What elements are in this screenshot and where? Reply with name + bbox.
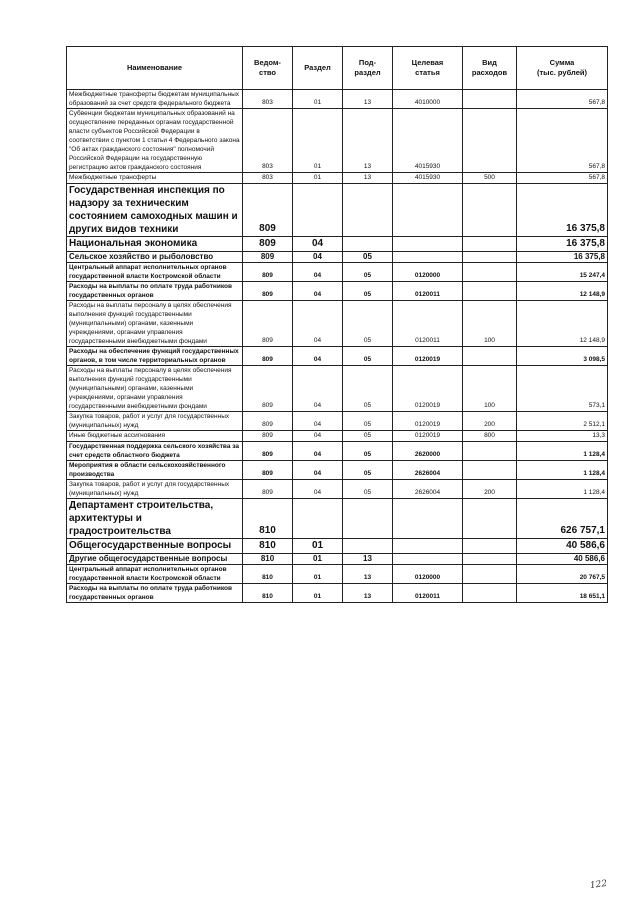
row-razdel: 04 bbox=[293, 347, 343, 366]
row-vedomstvo: 809 bbox=[243, 480, 293, 499]
row-summa: 573,1 bbox=[517, 366, 608, 412]
table-row bbox=[67, 442, 608, 461]
row-vid-rashodov: 200 bbox=[463, 480, 517, 499]
row-razdel: 01 bbox=[293, 539, 343, 554]
row-celevaya-statya: 0120019 bbox=[393, 431, 463, 442]
row-vid-rashodov bbox=[463, 461, 517, 480]
row-celevaya-statya: 4015930 bbox=[393, 109, 463, 173]
table-row bbox=[67, 366, 608, 412]
row-name: Субвенции бюджетам муниципальных образований на осуществление переданных органам государственной власти субъектов Российской Федерации в соответствии с пунктом 1 статьи 4 Федерального закона "Об актах гражданского состояния" полномочий Российской Федерации на государственную регистрацию актов гражданского состояния bbox=[67, 109, 243, 173]
row-name: Межбюджетные трансферты bbox=[67, 173, 243, 184]
row-razdel: 01 bbox=[293, 173, 343, 184]
row-razdel: 04 bbox=[293, 301, 343, 347]
col-header-vid-rashodov: Вид расходов bbox=[463, 47, 517, 90]
row-celevaya-statya: 0120011 bbox=[393, 584, 463, 603]
row-vedomstvo: 809 bbox=[243, 237, 293, 252]
table-row bbox=[67, 480, 608, 499]
row-name: Расходы на обеспечение функций государственных органов, в том числе территориальных органов bbox=[67, 347, 243, 366]
row-name: Расходы на выплаты по оплате труда работников государственных органов bbox=[67, 282, 243, 301]
table-row bbox=[67, 539, 608, 554]
row-summa: 20 767,5 bbox=[517, 565, 608, 584]
row-podrazdel bbox=[343, 237, 393, 252]
row-vedomstvo: 809 bbox=[243, 282, 293, 301]
col-header-vedomstvo: Ведом- ство bbox=[243, 47, 293, 90]
table-header-row bbox=[67, 47, 608, 90]
row-celevaya-statya bbox=[393, 252, 463, 263]
row-vedomstvo: 803 bbox=[243, 173, 293, 184]
table-row bbox=[67, 237, 608, 252]
row-vid-rashodov: 100 bbox=[463, 366, 517, 412]
row-razdel: 01 bbox=[293, 565, 343, 584]
row-summa: 12 148,9 bbox=[517, 301, 608, 347]
row-summa: 1 128,4 bbox=[517, 461, 608, 480]
row-razdel: 04 bbox=[293, 263, 343, 282]
row-name: Центральный аппарат исполнительных органов государственной власти Костромской области bbox=[67, 263, 243, 282]
row-summa: 16 375,8 bbox=[517, 184, 608, 237]
row-celevaya-statya: 0120000 bbox=[393, 263, 463, 282]
row-vedomstvo: 810 bbox=[243, 554, 293, 565]
row-name: Сельское хозяйство и рыболовство bbox=[67, 252, 243, 263]
row-razdel: 04 bbox=[293, 461, 343, 480]
row-razdel bbox=[293, 499, 343, 539]
row-vid-rashodov: 800 bbox=[463, 431, 517, 442]
row-name: Национальная экономика bbox=[67, 237, 243, 252]
row-vedomstvo: 809 bbox=[243, 431, 293, 442]
row-vid-rashodov bbox=[463, 252, 517, 263]
table-row bbox=[67, 461, 608, 480]
row-celevaya-statya: 4015930 bbox=[393, 173, 463, 184]
row-razdel: 01 bbox=[293, 584, 343, 603]
row-name: Межбюджетные трансферты бюджетам муниципальных образований за счет средств федерального бюджета bbox=[67, 90, 243, 109]
row-summa: 16 375,8 bbox=[517, 252, 608, 263]
table-row bbox=[67, 263, 608, 282]
row-name: Центральный аппарат исполнительных органов государственной власти Костромской области bbox=[67, 565, 243, 584]
row-name: Общегосударственные вопросы bbox=[67, 539, 243, 554]
row-summa: 12 148,9 bbox=[517, 282, 608, 301]
row-podrazdel: 05 bbox=[343, 442, 393, 461]
row-podrazdel: 05 bbox=[343, 412, 393, 431]
row-vid-rashodov bbox=[463, 90, 517, 109]
row-podrazdel bbox=[343, 539, 393, 554]
row-vedomstvo: 810 bbox=[243, 539, 293, 554]
row-podrazdel: 13 bbox=[343, 554, 393, 565]
row-razdel: 04 bbox=[293, 366, 343, 412]
row-name: Иные бюджетные ассигнования bbox=[67, 431, 243, 442]
col-header-celevaya-statya: Целевая статья bbox=[393, 47, 463, 90]
row-vedomstvo: 803 bbox=[243, 90, 293, 109]
row-vid-rashodov bbox=[463, 499, 517, 539]
table-row bbox=[67, 109, 608, 173]
row-celevaya-statya bbox=[393, 539, 463, 554]
row-name: Мероприятия в области сельскохозяйственного производства bbox=[67, 461, 243, 480]
row-name: Расходы на выплаты по оплате труда работников государственных органов bbox=[67, 584, 243, 603]
row-podrazdel: 05 bbox=[343, 252, 393, 263]
row-celevaya-statya: 4010000 bbox=[393, 90, 463, 109]
row-vid-rashodov bbox=[463, 282, 517, 301]
row-vedomstvo: 810 bbox=[243, 565, 293, 584]
table-row bbox=[67, 565, 608, 584]
row-celevaya-statya: 0120000 bbox=[393, 565, 463, 584]
row-podrazdel: 13 bbox=[343, 90, 393, 109]
row-vedomstvo: 803 bbox=[243, 109, 293, 173]
row-celevaya-statya bbox=[393, 184, 463, 237]
table-row bbox=[67, 301, 608, 347]
row-vedomstvo: 809 bbox=[243, 366, 293, 412]
row-podrazdel: 05 bbox=[343, 347, 393, 366]
row-razdel: 01 bbox=[293, 109, 343, 173]
row-podrazdel bbox=[343, 184, 393, 237]
row-vid-rashodov bbox=[463, 565, 517, 584]
col-header-razdel: Раздел bbox=[293, 47, 343, 90]
row-vid-rashodov: 500 bbox=[463, 173, 517, 184]
row-name: Другие общегосударственные вопросы bbox=[67, 554, 243, 565]
row-podrazdel: 05 bbox=[343, 301, 393, 347]
row-razdel: 04 bbox=[293, 412, 343, 431]
row-vedomstvo: 809 bbox=[243, 461, 293, 480]
table-row bbox=[67, 499, 608, 539]
row-celevaya-statya bbox=[393, 237, 463, 252]
row-razdel: 04 bbox=[293, 480, 343, 499]
row-name: Государственная поддержка сельского хозяйства за счет средств областного бюджета bbox=[67, 442, 243, 461]
row-celevaya-statya: 2626004 bbox=[393, 480, 463, 499]
row-summa: 1 128,4 bbox=[517, 480, 608, 499]
row-celevaya-statya: 0120011 bbox=[393, 282, 463, 301]
row-podrazdel: 13 bbox=[343, 584, 393, 603]
row-summa: 13,3 bbox=[517, 431, 608, 442]
row-summa: 567,8 bbox=[517, 109, 608, 173]
table-row bbox=[67, 90, 608, 109]
row-podrazdel bbox=[343, 499, 393, 539]
row-podrazdel: 13 bbox=[343, 109, 393, 173]
row-vid-rashodov bbox=[463, 539, 517, 554]
row-podrazdel: 13 bbox=[343, 173, 393, 184]
budget-table-sheet bbox=[66, 46, 607, 603]
row-podrazdel: 05 bbox=[343, 480, 393, 499]
row-vid-rashodov bbox=[463, 442, 517, 461]
col-header-summa: Сумма (тыс. рублей) bbox=[517, 47, 608, 90]
row-celevaya-statya bbox=[393, 554, 463, 565]
row-summa: 567,8 bbox=[517, 173, 608, 184]
row-name: Департамент строительства, архитектуры и градостроительства bbox=[67, 499, 243, 539]
row-vedomstvo: 809 bbox=[243, 412, 293, 431]
row-celevaya-statya bbox=[393, 499, 463, 539]
row-podrazdel: 05 bbox=[343, 263, 393, 282]
row-vid-rashodov bbox=[463, 109, 517, 173]
row-razdel: 01 bbox=[293, 90, 343, 109]
row-vedomstvo: 809 bbox=[243, 252, 293, 263]
row-podrazdel: 05 bbox=[343, 282, 393, 301]
table-row bbox=[67, 431, 608, 442]
row-vid-rashodov: 200 bbox=[463, 412, 517, 431]
table-row bbox=[67, 554, 608, 565]
row-vedomstvo: 809 bbox=[243, 263, 293, 282]
row-summa: 3 098,5 bbox=[517, 347, 608, 366]
row-summa: 16 375,8 bbox=[517, 237, 608, 252]
row-vid-rashodov bbox=[463, 554, 517, 565]
row-summa: 40 586,6 bbox=[517, 554, 608, 565]
col-header-name: Наименование bbox=[67, 47, 243, 90]
row-vedomstvo: 809 bbox=[243, 442, 293, 461]
row-razdel: 04 bbox=[293, 442, 343, 461]
row-name: Расходы на выплаты персоналу в целях обеспечения выполнения функций государственными (муниципальными) органами, казенными учреждениями, органами управления государственными внебюджетными фондами bbox=[67, 301, 243, 347]
row-vid-rashodov bbox=[463, 184, 517, 237]
row-vedomstvo: 809 bbox=[243, 347, 293, 366]
row-celevaya-statya: 0120019 bbox=[393, 366, 463, 412]
row-summa: 15 247,4 bbox=[517, 263, 608, 282]
row-vedomstvo: 809 bbox=[243, 184, 293, 237]
row-celevaya-statya: 2626004 bbox=[393, 461, 463, 480]
row-podrazdel: 05 bbox=[343, 461, 393, 480]
row-name: Закупка товаров, работ и услуг для государственных (муниципальных) нужд bbox=[67, 480, 243, 499]
row-name: Государственная инспекция по надзору за техническим состоянием самоходных машин и других видов техники bbox=[67, 184, 243, 237]
row-razdel: 01 bbox=[293, 554, 343, 565]
row-vedomstvo: 809 bbox=[243, 301, 293, 347]
row-podrazdel: 05 bbox=[343, 366, 393, 412]
row-celevaya-statya: 0120019 bbox=[393, 412, 463, 431]
row-podrazdel: 05 bbox=[343, 431, 393, 442]
row-vid-rashodov: 100 bbox=[463, 301, 517, 347]
table-row bbox=[67, 282, 608, 301]
row-summa: 626 757,1 bbox=[517, 499, 608, 539]
row-summa: 40 586,6 bbox=[517, 539, 608, 554]
row-celevaya-statya: 0120011 bbox=[393, 301, 463, 347]
page-number-mark: 122 bbox=[589, 878, 608, 892]
row-vedomstvo: 810 bbox=[243, 499, 293, 539]
row-podrazdel: 13 bbox=[343, 565, 393, 584]
row-vid-rashodov bbox=[463, 237, 517, 252]
row-summa: 567,8 bbox=[517, 90, 608, 109]
row-celevaya-statya: 0120019 bbox=[393, 347, 463, 366]
table-row bbox=[67, 412, 608, 431]
row-summa: 18 651,1 bbox=[517, 584, 608, 603]
row-razdel: 04 bbox=[293, 282, 343, 301]
row-razdel: 04 bbox=[293, 252, 343, 263]
row-name: Расходы на выплаты персоналу в целях обеспечения выполнения функций государственными (муниципальными) органами, казенными учреждениями, органами управления государственными внебюджетными фондами bbox=[67, 366, 243, 412]
row-summa: 1 128,4 bbox=[517, 442, 608, 461]
row-razdel bbox=[293, 184, 343, 237]
row-summa: 2 512,1 bbox=[517, 412, 608, 431]
row-celevaya-statya: 2620000 bbox=[393, 442, 463, 461]
row-vedomstvo: 810 bbox=[243, 584, 293, 603]
row-razdel: 04 bbox=[293, 431, 343, 442]
table-row bbox=[67, 584, 608, 603]
table-row bbox=[67, 347, 608, 366]
table-row bbox=[67, 184, 608, 237]
row-vid-rashodov bbox=[463, 347, 517, 366]
row-name: Закупка товаров, работ и услуг для государственных (муниципальных) нужд bbox=[67, 412, 243, 431]
row-vid-rashodov bbox=[463, 584, 517, 603]
col-header-podrazdel: Под- раздел bbox=[343, 47, 393, 90]
table-row bbox=[67, 173, 608, 184]
table-row bbox=[67, 252, 608, 263]
row-vid-rashodov bbox=[463, 263, 517, 282]
row-razdel: 04 bbox=[293, 237, 343, 252]
budget-table bbox=[66, 46, 608, 603]
